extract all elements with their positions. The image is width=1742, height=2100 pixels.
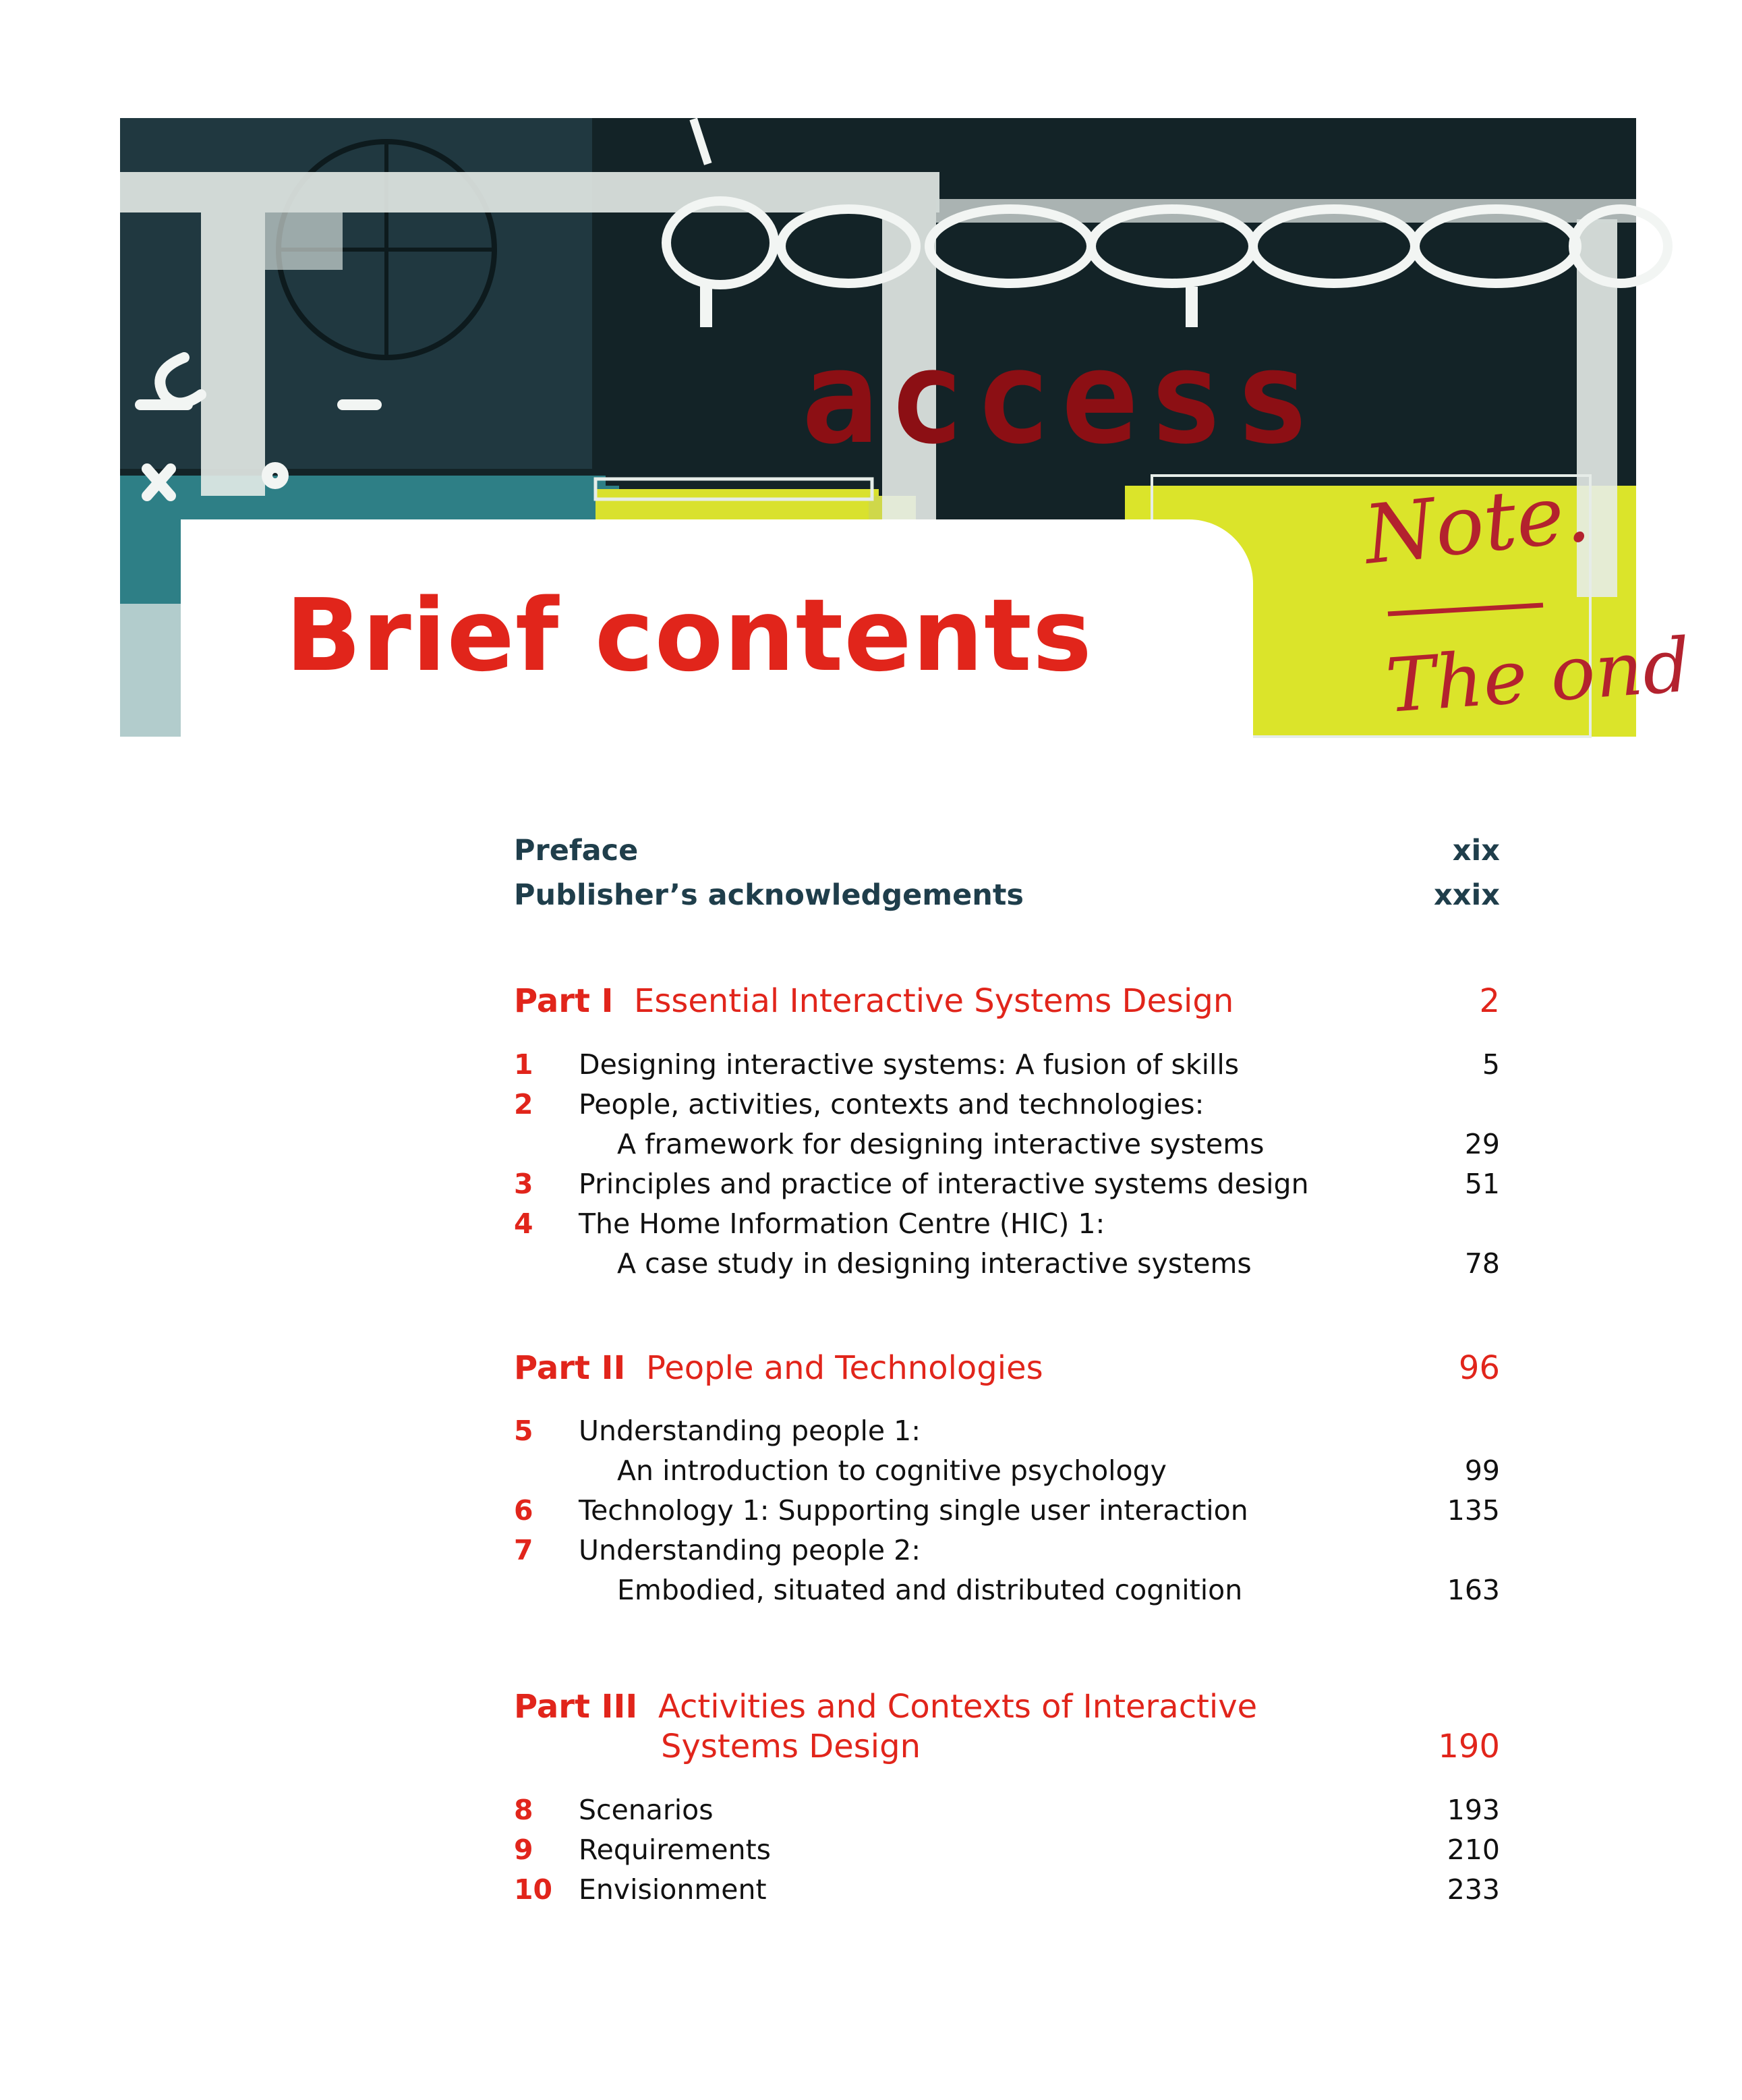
part-title-line2: Systems Design [661, 1728, 921, 1765]
chapter-title: Requirements [579, 1834, 772, 1866]
toc-entry-acknowledgements[interactable] [514, 878, 1500, 912]
toc-page-number: 99 [1464, 1454, 1500, 1487]
chapter-title: Principles and practice of interactive systems design [579, 1168, 1309, 1200]
chapter-title: Scenarios [579, 1794, 714, 1826]
toc-part-3[interactable] [514, 1688, 1500, 1726]
chapter-number: 9 [514, 1834, 533, 1866]
banner-handwriting-line2: The ond [1383, 621, 1693, 729]
chapter-subtitle: A case study in designing interactive systems [617, 1247, 1252, 1280]
toc-page-number: xxix [1434, 878, 1500, 912]
chapter-number: 4 [514, 1208, 533, 1240]
chapter-number: 2 [514, 1088, 533, 1120]
part-label: Part II [514, 1349, 626, 1387]
chapter-number: 8 [514, 1794, 533, 1826]
toc-page-number: 210 [1447, 1834, 1500, 1866]
toc-page-number: 193 [1447, 1794, 1500, 1826]
chapter-number: 6 [514, 1494, 533, 1527]
toc-page-number: 51 [1464, 1168, 1500, 1200]
chapter-number: 3 [514, 1168, 533, 1200]
chapter-title: Technology 1: Supporting single user interaction [579, 1494, 1248, 1527]
part-title: Essential Interactive Systems Design [634, 982, 1234, 1020]
chapter-title: Designing interactive systems: A fusion of skills [579, 1048, 1240, 1081]
toc-page-number: 163 [1447, 1574, 1500, 1606]
chapter-title: Envisionment [579, 1873, 767, 1906]
chapter-number: 7 [514, 1534, 533, 1566]
toc-page-number: 29 [1464, 1128, 1500, 1160]
chapter-number: 1 [514, 1048, 533, 1081]
chapter-title: Understanding people 2: [579, 1534, 921, 1566]
toc-page-number: 190 [1438, 1728, 1500, 1765]
chapter-title: People, activities, contexts and technologies: [579, 1088, 1204, 1120]
part-title: People and Technologies [646, 1349, 1043, 1387]
toc-entry-preface[interactable] [514, 834, 1500, 868]
toc-part-1[interactable] [514, 982, 1500, 1020]
chapter-subtitle: A framework for designing interactive systems [617, 1128, 1265, 1160]
chapter-subtitle: An introduction to cognitive psychology [617, 1454, 1167, 1487]
toc-page-number: 96 [1458, 1349, 1500, 1387]
toc-page-number: 135 [1447, 1494, 1500, 1527]
toc-page-number: 233 [1447, 1873, 1500, 1906]
part-label: Part I [514, 982, 614, 1020]
toc-entry-label: Preface [514, 834, 639, 868]
banner-handwriting-line1: Note. [1360, 465, 1594, 583]
chapter-number: 5 [514, 1415, 533, 1447]
chapter-title: The Home Information Centre (HIC) 1: [579, 1208, 1105, 1240]
toc-part-2[interactable] [514, 1349, 1500, 1387]
chapter-number: 10 [514, 1873, 553, 1906]
part-title-line1: Activities and Contexts of Interactive [658, 1688, 1258, 1726]
toc-page-number: 5 [1482, 1048, 1500, 1081]
chapter-subtitle: Embodied, situated and distributed cognition [617, 1574, 1243, 1606]
banner-stencil-word: access [801, 323, 1321, 472]
part-label: Part III [514, 1688, 638, 1726]
toc-page-number: 78 [1464, 1247, 1500, 1280]
toc-page-number: xix [1452, 834, 1500, 868]
page-title: Brief contents [285, 577, 1093, 693]
toc-entry-label: Publisher’s acknowledgements [514, 878, 1024, 912]
chapter-title: Understanding people 1: [579, 1415, 921, 1447]
toc-page-number: 2 [1479, 982, 1500, 1020]
